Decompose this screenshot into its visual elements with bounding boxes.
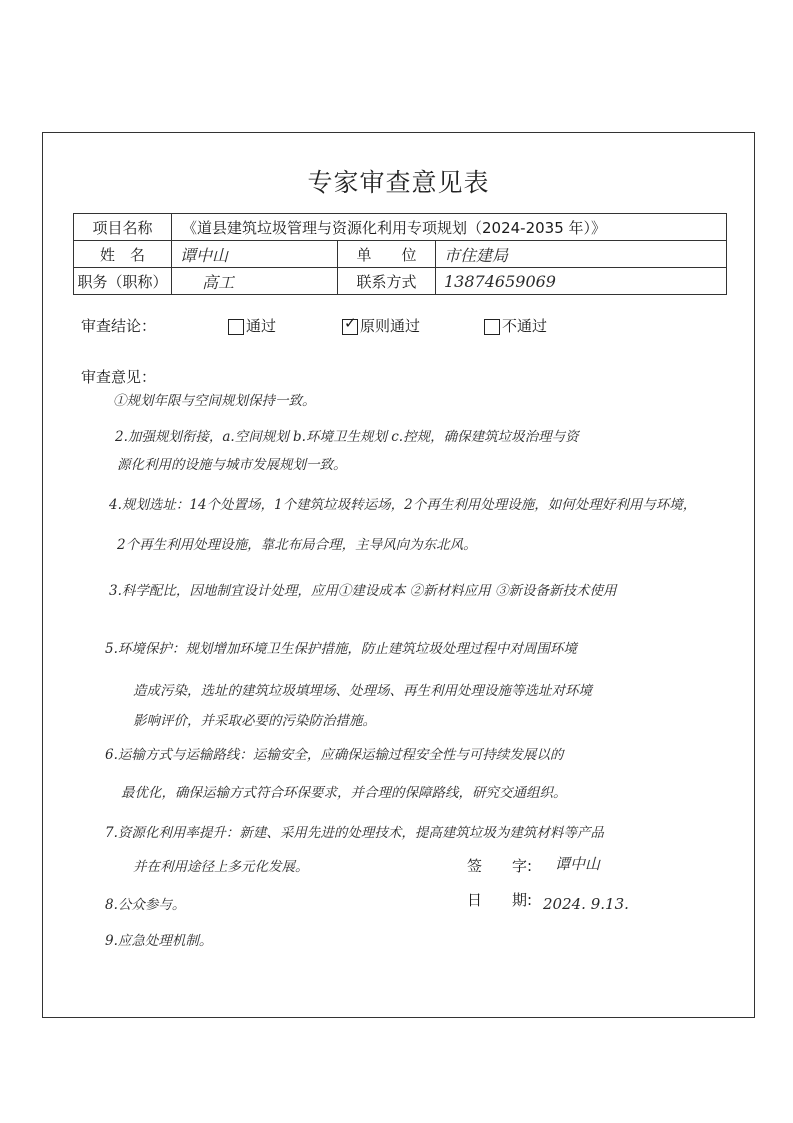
opinion-line: 9.应急处理机制。 — [105, 933, 213, 949]
date-label: 日 期: — [467, 891, 533, 909]
contact-value: 13874659069 — [435, 268, 727, 294]
option-fail[interactable]: 不通过 — [484, 315, 547, 336]
opinion-line: 并在利用途径上多元化发展。 — [133, 859, 309, 875]
checkbox-fail[interactable] — [484, 319, 500, 335]
position-value: 高工 — [171, 268, 337, 294]
opinion-line: 源化利用的设施与城市发展规划一致。 — [117, 457, 347, 473]
opinion-line: ①规划年限与空间规划保持一致。 — [113, 393, 316, 409]
option-conditional-pass[interactable]: ✓ 原则通过 — [344, 313, 421, 335]
opinion-line: 5.环境保护：规划增加环境卫生保护措施，防止建筑垃圾处理过程中对周围环境 — [105, 641, 577, 657]
unit-label: 单 位 — [337, 241, 435, 267]
project-label: 项目名称 — [73, 214, 171, 240]
form-title: 专家审查意见表 — [307, 168, 490, 197]
conclusion-row — [81, 315, 547, 336]
contact-label: 联系方式 — [337, 268, 435, 294]
opinion-line: 2个再生利用处理设施，靠北布局合理，主导风向为东北风。 — [117, 537, 477, 553]
checkbox-conditional-pass[interactable] — [342, 313, 358, 335]
signature-value: 谭中山 — [555, 855, 601, 873]
name-value: 谭中山 — [171, 241, 337, 267]
checkbox-pass[interactable] — [228, 319, 244, 335]
option-pass[interactable]: 通过 — [228, 315, 276, 336]
opinion-label: 审查意见： — [81, 368, 157, 386]
name-row — [73, 240, 727, 267]
unit-value: 市住建局 — [435, 241, 727, 267]
opinion-line: 6.运输方式与运输路线：运输安全，应确保运输过程安全性与可持续发展以的 — [105, 747, 564, 763]
date-value: 2024. 9.13. — [543, 895, 629, 913]
position-row — [73, 267, 727, 295]
signature-label: 签 字: — [467, 857, 533, 875]
position-label: 职务（职称） — [73, 268, 171, 294]
name-label: 姓 名 — [73, 241, 171, 267]
opinion-line: 4.规划选址：14个处置场，1个建筑垃圾转运场，2个再生利用处理设施，如何处理好利用与环境， — [109, 497, 697, 513]
review-form-frame — [42, 132, 755, 1018]
project-value: 《道县建筑垃圾管理与资源化利用专项规划（2024-2035 年）》 — [171, 214, 727, 240]
opinion-line: 影响评价，并采取必要的污染防治措施。 — [133, 713, 376, 729]
conclusion-label: 审查结论： — [81, 317, 157, 335]
opinion-line: 2.加强规划衔接，a.空间规划 b.环境卫生规划 c.控规，确保建筑垃圾治理与资 — [115, 429, 579, 445]
check-mark-icon: ✓ — [344, 313, 357, 332]
opinion-line: 7.资源化利用率提升：新建、采用先进的处理技术，提高建筑垃圾为建筑材料等产品 — [105, 825, 604, 841]
project-row — [73, 213, 727, 240]
opinion-line: 3.科学配比，因地制宜设计处理，应用①建设成本 ②新材料应用 ③新设备新技术使用 — [109, 583, 617, 599]
info-table — [73, 213, 727, 295]
opinion-line: 造成污染，选址的建筑垃圾填埋场、处理场、再生利用处理设施等选址对环境 — [133, 683, 592, 699]
opinion-line: 8.公众参与。 — [105, 897, 186, 913]
opinion-line: 最优化，确保运输方式符合环保要求，并合理的保障路线，研究交通组织。 — [121, 785, 567, 801]
